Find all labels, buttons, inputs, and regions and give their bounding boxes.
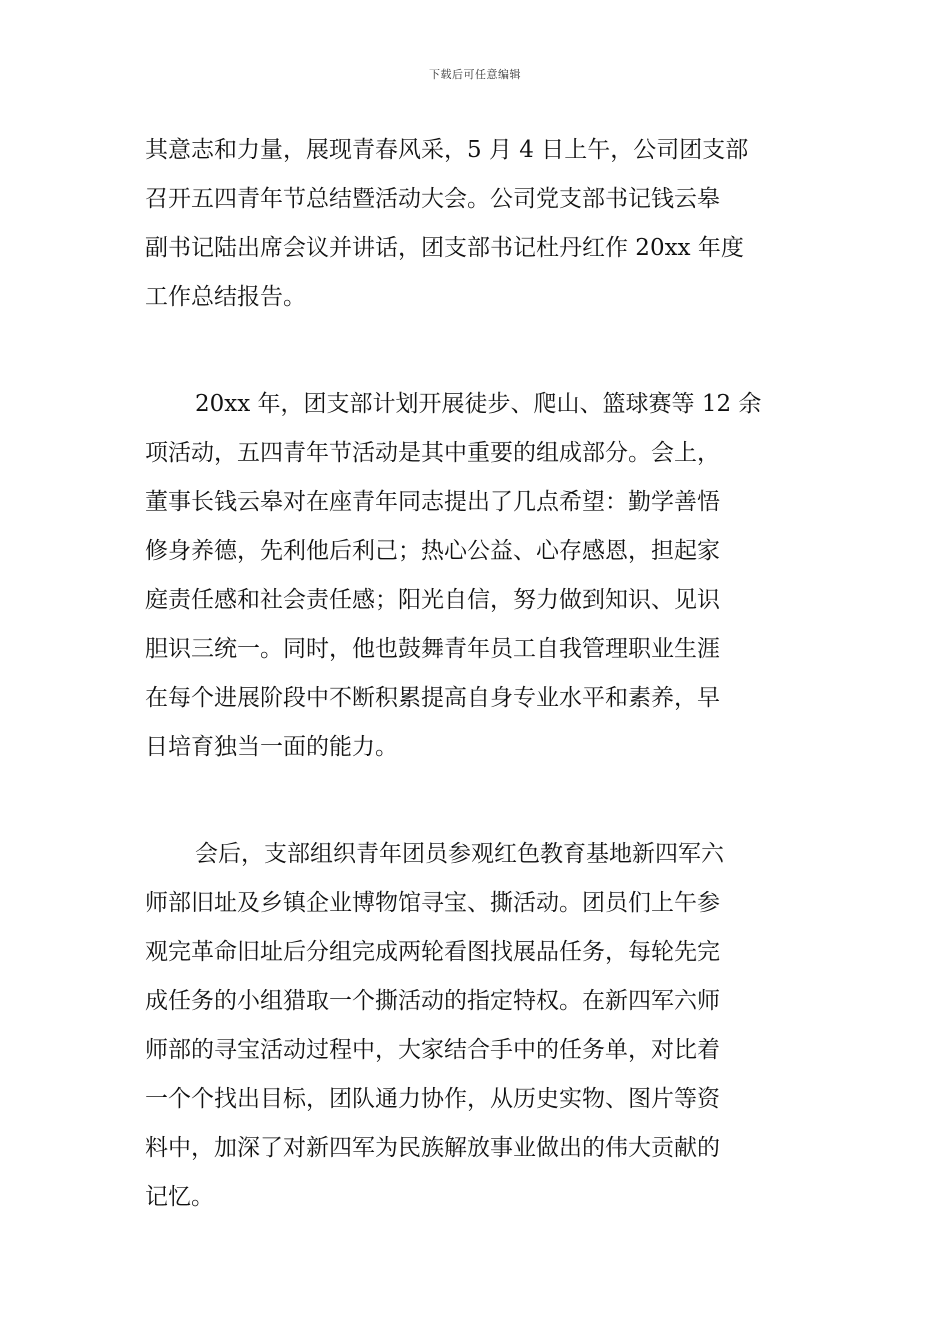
document-body xyxy=(145,126,810,1222)
paragraph-line: 修身养德，先利他后利己；热心公益、心存感恩，担起家 xyxy=(145,538,720,564)
paragraph-gap xyxy=(145,772,810,830)
paragraph-line: 庭责任感和社会责任感；阳光自信，努力做到知识、见识 xyxy=(145,587,720,613)
paragraph-line: 20xx 年，团支部计划开展徒步、爬山、篮球赛等 12 余 xyxy=(195,391,762,417)
paragraph-line: 胆识三统一。同时，他也鼓舞青年员工自我管理职业生涯 xyxy=(145,636,720,662)
paragraph-3 xyxy=(145,830,810,1222)
paragraph-line: 副书记陆出席会议并讲话，团支部书记杜丹红作 20xx 年度 xyxy=(145,235,744,261)
paragraph-line: 其意志和力量，展现青春风采，5 月 4 日上午，公司团支部 xyxy=(145,137,749,163)
header-note: 下载后可任意编辑 xyxy=(429,68,521,81)
paragraph-line: 记忆。 xyxy=(145,1184,214,1210)
paragraph-1 xyxy=(145,126,810,322)
paragraph-line: 料中，加深了对新四军为民族解放事业做出的伟大贡献的 xyxy=(145,1135,720,1161)
paragraph-line: 观完革命旧址后分组完成两轮看图找展品任务，每轮先完 xyxy=(145,939,720,965)
paragraph-line: 成任务的小组猎取一个撕活动的指定特权。在新四军六师 xyxy=(145,988,720,1014)
paragraph-line: 召开五四青年节总结暨活动大会。公司党支部书记钱云皋 xyxy=(145,186,720,212)
paragraph-line: 一个个找出目标，团队通力协作，从历史实物、图片等资 xyxy=(145,1086,720,1112)
paragraph-2 xyxy=(145,380,810,772)
paragraph-line: 董事长钱云皋对在座青年同志提出了几点希望：勤学善悟 xyxy=(145,489,720,515)
paragraph-line: 会后，支部组织青年团员参观红色教育基地新四军六 xyxy=(195,841,724,867)
paragraph-line: 师部的寻宝活动过程中，大家结合手中的任务单，对比着 xyxy=(145,1037,720,1063)
paragraph-line: 项活动，五四青年节活动是其中重要的组成部分。会上， xyxy=(145,440,720,466)
paragraph-line: 在每个进展阶段中不断积累提高自身专业水平和素养，早 xyxy=(145,685,720,711)
paragraph-line: 工作总结报告。 xyxy=(145,284,306,310)
paragraph-gap xyxy=(145,322,810,380)
paragraph-line: 日培育独当一面的能力。 xyxy=(145,734,398,760)
paragraph-line: 师部旧址及乡镇企业博物馆寻宝、撕活动。团员们上午参 xyxy=(145,890,720,916)
